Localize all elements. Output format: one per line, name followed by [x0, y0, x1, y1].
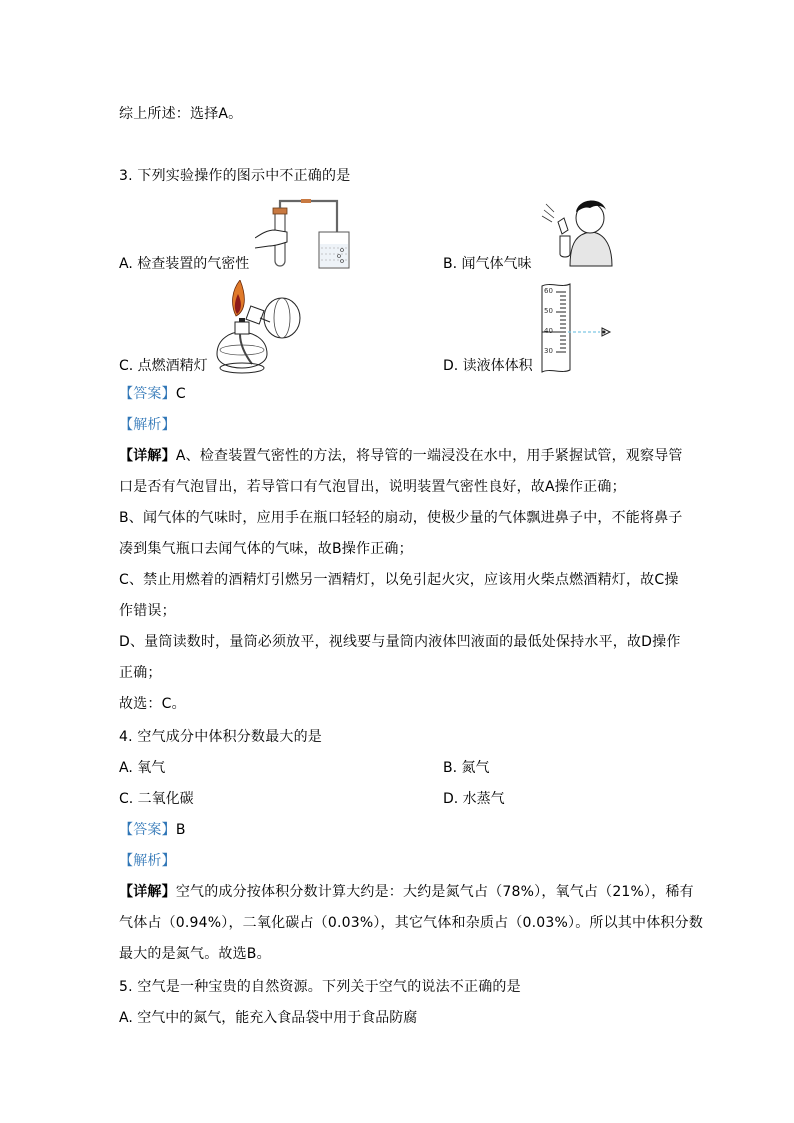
q3-detail-line-1: [119, 446, 683, 466]
q4-option-c: C. 二氧化碳: [119, 791, 194, 807]
cylinder-tick-60: 60: [544, 287, 553, 295]
q3-stem: 3. 下列实验操作的图示中不正确的是: [119, 168, 351, 184]
q4-analysis-tag: 【解析】: [119, 853, 176, 869]
q3-option-a: A. 检查装置的气密性: [119, 256, 250, 272]
q3-detail-line-6: 作错误；: [119, 603, 176, 619]
q3-detail-line-7: D、量筒读数时，量筒必须放平，视线要与量筒内液体凹液面的最低处保持水平，故D操作: [119, 634, 681, 650]
light-alcohol-lamp-figure: [212, 280, 302, 375]
answer-tag: 【答案】: [119, 386, 176, 402]
q3-answer: [119, 384, 186, 404]
q3-detail-line-2: 口是否有气泡冒出，若导管口有气泡冒出，说明装置气密性良好，故A操作正确；: [119, 479, 626, 495]
q3-analysis-tag: 【解析】: [119, 417, 176, 433]
q3-detail-line-8: 正确；: [119, 665, 162, 681]
answer-value: B: [175, 822, 186, 838]
previous-conclusion: 综上所述：选择A。: [119, 106, 243, 122]
q3-detail-line-5: C、禁止用燃着的酒精灯引燃另一酒精灯，以免引起火灾，应该用火柴点燃酒精灯，故C操: [119, 572, 679, 588]
q4-option-a: A. 氧气: [119, 760, 166, 776]
q3-option-b: B. 闻气体气味: [443, 256, 532, 272]
cylinder-tick-40: 40: [544, 327, 553, 335]
q4-option-b: B. 氮气: [443, 760, 490, 776]
q4-stem: 4. 空气成分中体积分数最大的是: [119, 729, 323, 745]
q4-answer: [119, 820, 186, 840]
q5-stem: 5. 空气是一种宝贵的自然资源。下列关于空气的说法不正确的是: [119, 979, 521, 995]
smell-gas-figure: [540, 196, 615, 271]
q3-detail-line-4: 凑到集气瓶口去闻气体的气味，故B操作正确；: [119, 541, 413, 557]
answer-tag: 【答案】: [119, 822, 176, 838]
detail-tag: 【详解】: [119, 884, 176, 900]
q3-conclusion: 故选：C。: [119, 696, 186, 712]
q3-detail-line-3: B、闻气体的气味时，应用手在瓶口轻轻的扇动，使极少量的气体飘进鼻子中，不能将鼻子: [119, 510, 683, 526]
q4-option-d: D. 水蒸气: [443, 791, 505, 807]
cylinder-tick-50: 50: [544, 307, 553, 315]
cylinder-tick-30: 30: [544, 347, 553, 355]
answer-value: C: [175, 386, 186, 402]
airtightness-check-figure: [255, 196, 365, 272]
q4-detail-line-3: 最大的是氮气。故选B。: [119, 946, 271, 962]
q3-option-d: D. 读液体体积: [443, 358, 533, 374]
detail-tag: 【详解】: [119, 448, 176, 464]
q5-option-a: A. 空气中的氮气，能充入食品袋中用于食品防腐: [119, 1010, 418, 1026]
q4-detail-line-2: 气体占（0.94%），二氧化碳占（0.03%），其它气体和杂质占（0.03%）。所以其中体积分数: [119, 915, 704, 931]
read-cylinder-figure: [540, 282, 615, 374]
q4-detail-line-1: [119, 882, 694, 902]
detail-text: 空气的成分按体积分数计算大约是：大约是氮气占（78%），氧气占（21%），稀有: [175, 884, 694, 900]
detail-text: A、检查装置气密性的方法，将导管的一端浸没在水中，用手紧握试管，观察导管: [175, 448, 683, 464]
q3-option-c: C. 点燃酒精灯: [119, 358, 208, 374]
